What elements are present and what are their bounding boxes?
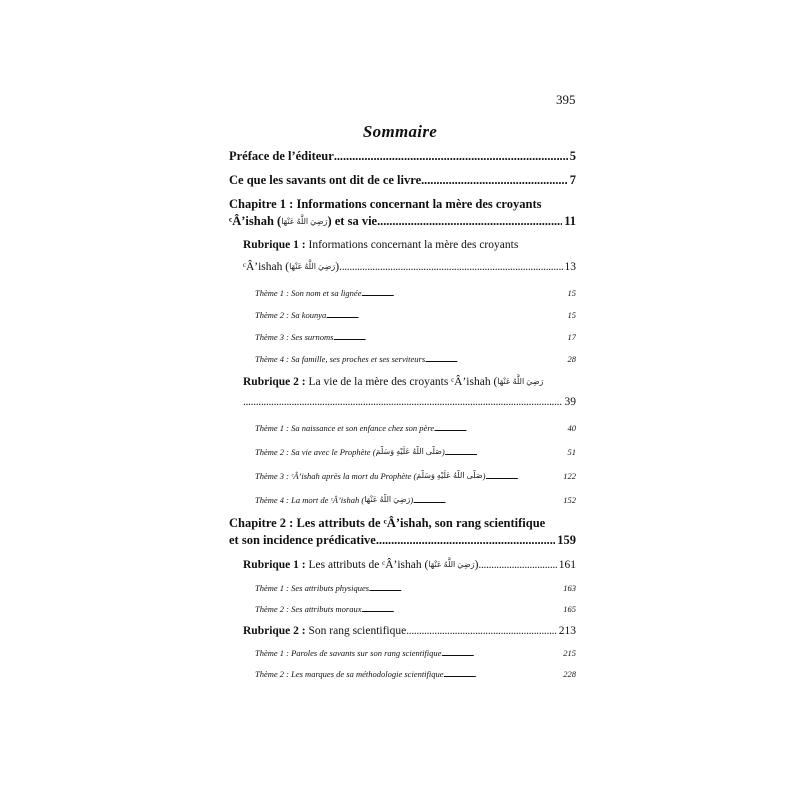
dot-leader xyxy=(326,309,565,321)
toc-entry-text-cont: ᶜÂ’ishah (رَضِيَ اللَّهُ عَنْهَا) xyxy=(243,261,340,273)
toc-entry-theme-2-2-2 xyxy=(229,668,576,680)
toc-entry-rubrique-1-2 xyxy=(229,374,576,410)
dot-leader xyxy=(434,422,565,434)
toc-page-number: 39 xyxy=(564,396,576,408)
toc-entry-text-cont: et son incidence prédicative xyxy=(229,533,376,547)
dot-leader xyxy=(377,213,562,230)
toc-entry-text: Thème 1 : Son nom et sa lignée xyxy=(255,288,362,298)
toc-page-number: 228 xyxy=(563,669,576,679)
toc-entry-text: Thème 2 : Sa kounya xyxy=(255,310,327,320)
toc-page-number: 15 xyxy=(567,288,576,298)
dot-leader xyxy=(413,494,561,506)
toc-page-number: 165 xyxy=(563,604,576,614)
toc-entry-preface xyxy=(229,148,576,165)
toc-entry-text: Thème 2 : Les marques de sa méthodologie scientifique xyxy=(255,669,444,679)
toc-entry-theme-1-2-4 xyxy=(229,494,576,506)
dot-leader xyxy=(376,532,555,549)
toc-entry-theme-1-2-3 xyxy=(229,470,576,482)
dot-leader xyxy=(421,172,568,189)
toc-page-number: 15 xyxy=(567,310,576,320)
dot-leader xyxy=(243,394,563,410)
honorific-calligraphy: رَضِيَ اللَّهُ عَنْهَا xyxy=(497,377,544,386)
toc-page-number: 213 xyxy=(558,625,576,637)
honorific-calligraphy: رَضِيَ اللَّهُ عَنْهَا xyxy=(428,560,475,569)
toc-page-number: 11 xyxy=(564,214,576,228)
toc-entry-text: Thème 3 : ᶜÂ’ishah après la mort du Prophète (صَلَّى اللَّهُ عَلَيْهِ وَسَلَّمَ) xyxy=(255,471,486,481)
dot-leader xyxy=(361,287,565,299)
toc-entry-text: Thème 3 : Ses surnoms xyxy=(255,332,334,342)
toc-entry-rubrique-2-2 xyxy=(229,623,576,639)
toc-entry-text: Thème 1 : Ses attributs physiques xyxy=(255,583,370,593)
honorific-calligraphy: رَضِيَ اللَّهُ عَنْهَا xyxy=(289,262,336,271)
toc-entry-text: Thème 1 : Paroles de savants sur son rang scientifique xyxy=(255,648,442,658)
dot-leader xyxy=(339,259,562,275)
toc-entry-theme-1-1-4 xyxy=(229,353,576,365)
toc-page-number: 17 xyxy=(567,332,576,342)
toc-entry-theme-1-2-1 xyxy=(229,422,576,434)
toc-page-number: 122 xyxy=(563,471,576,481)
toc-entry-rubrique-1-1 xyxy=(229,237,576,275)
dot-leader xyxy=(478,557,556,573)
toc-entry-theme-1-1-3 xyxy=(229,331,576,343)
toc-entry-text: Chapitre 2 : Les attributs de ᶜÂ’ishah, son rang scientifique xyxy=(229,516,546,530)
toc-entry-text: Thème 2 : Sa vie avec le Prophète (صَلَّى اللَّهُ عَلَيْهِ وَسَلَّمَ) xyxy=(255,447,445,457)
toc-entry-theme-1-1-2 xyxy=(229,309,576,321)
toc-entry-theme-2-2-1 xyxy=(229,647,576,659)
dot-leader xyxy=(441,647,561,659)
dot-leader xyxy=(369,582,561,594)
dot-leader xyxy=(333,331,565,343)
toc-entry-text: Rubrique 2 : Son rang scientifique xyxy=(243,625,407,637)
rubrique-label: Rubrique 1 : xyxy=(243,239,306,251)
toc-page-number: 215 xyxy=(563,648,576,658)
dot-leader xyxy=(444,668,562,680)
toc-entry-chapter-2 xyxy=(229,515,576,549)
rubrique-label: Rubrique 2 : xyxy=(243,625,306,637)
dot-leader xyxy=(334,148,568,165)
toc-entry-text: Thème 1 : Sa naissance et son enfance chez son père xyxy=(255,423,435,433)
honorific-calligraphy: رَضِيَ اللَّهُ عَنْهَا xyxy=(281,217,328,226)
dot-leader xyxy=(425,353,565,365)
toc-entry-text: Ce que les savants ont dit de ce livre xyxy=(229,173,422,187)
toc-page-number: 163 xyxy=(563,583,576,593)
toc-entry-theme-1-1-1 xyxy=(229,287,576,299)
toc-page-number: 5 xyxy=(569,149,576,163)
toc-entry-text: La vie de la mère des croyants ᶜÂ’ishah ( xyxy=(305,376,498,388)
toc-entry-theme-1-2-2 xyxy=(229,446,576,458)
toc-page-number: 161 xyxy=(558,559,576,571)
toc-entry-text: Préface de l’éditeur xyxy=(229,149,334,163)
toc-entry-savants xyxy=(229,172,576,189)
toc-page-number: 159 xyxy=(557,533,576,547)
toc-page-number: 7 xyxy=(569,173,576,187)
honorific-calligraphy: صَلَّى اللَّهُ عَلَيْهِ وَسَلَّمَ xyxy=(375,447,442,456)
rubrique-label: Rubrique 2 : xyxy=(243,376,306,388)
toc-page-number: 40 xyxy=(567,423,576,433)
toc-entry-text: Thème 4 : Sa famille, ses proches et ses serviteurs xyxy=(255,354,426,364)
toc-page-number: 28 xyxy=(567,354,576,364)
toc-entry-text-cont: ᶜÂ’ishah (رَضِيَ اللَّهُ عَنْهَا) et sa vie xyxy=(229,214,378,228)
dot-leader xyxy=(406,623,557,639)
honorific-calligraphy: رَضِيَ اللَّهُ عَنْهَا xyxy=(364,495,411,504)
toc-entry-text: Thème 4 : La mort de ᶜÂ’ishah (رَضِيَ اللَّهُ عَنْهَا) xyxy=(255,495,414,505)
page-number: 395 xyxy=(556,92,576,107)
dot-leader xyxy=(486,470,562,482)
toc-page-number: 51 xyxy=(567,447,576,457)
toc-entry-text: Thème 2 : Ses attributs moraux xyxy=(255,604,362,614)
table-of-contents xyxy=(229,148,576,680)
toc-entry-rubrique-2-1 xyxy=(229,557,576,573)
toc-page-number: 13 xyxy=(564,261,576,273)
rubrique-label: Rubrique 1 : xyxy=(243,559,306,571)
toc-entry-theme-2-1-1 xyxy=(229,582,576,594)
toc-entry-text: Rubrique 1 : Les attributs de ᶜÂ’ishah (رَضِيَ اللَّهُ عَنْهَا) xyxy=(243,559,479,571)
toc-page-number: 152 xyxy=(563,495,576,505)
toc-entry-chapter-1 xyxy=(229,196,576,230)
dot-leader xyxy=(445,446,566,458)
dot-leader xyxy=(361,603,561,615)
toc-title: Sommaire xyxy=(362,122,438,141)
toc-entry-text: Informations concernant la mère des croyants xyxy=(305,239,519,251)
honorific-calligraphy: صَلَّى اللَّهُ عَلَيْهِ وَسَلَّمَ xyxy=(416,471,483,480)
toc-entry-theme-2-1-2 xyxy=(229,603,576,615)
toc-entry-text: Chapitre 1 : Informations concernant la mère des croyants xyxy=(229,197,542,211)
